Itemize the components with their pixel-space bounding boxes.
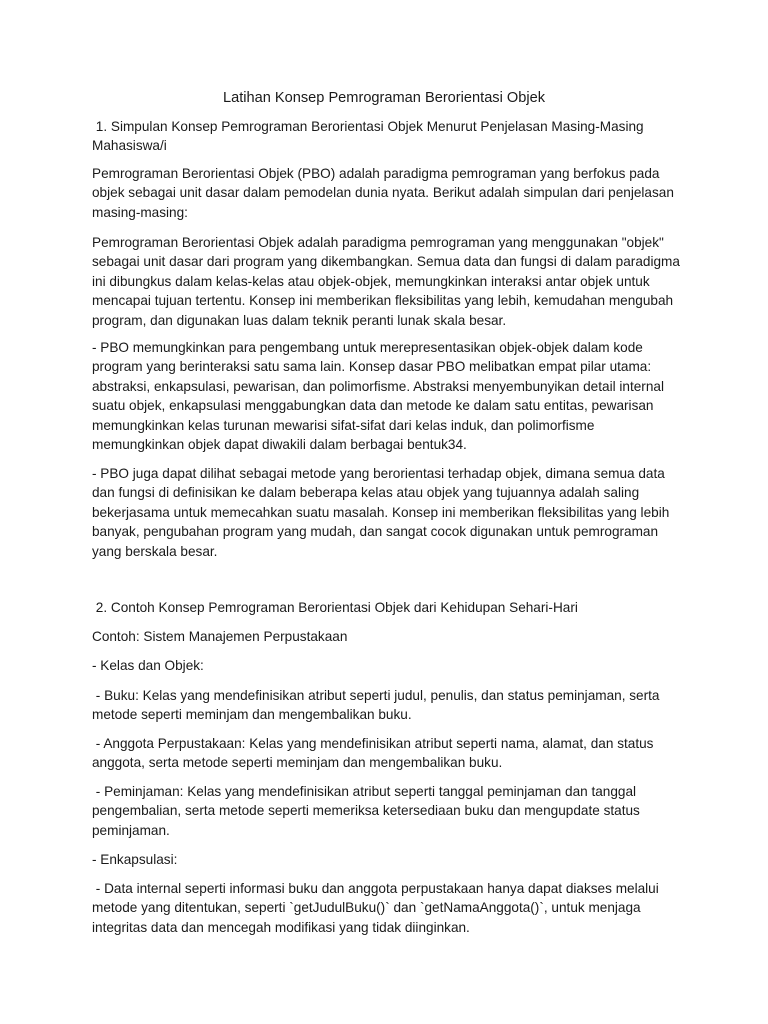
section1-paragraph2: - PBO memungkinkan para pengembang untuk merepresentasikan objek-objek dalam kode program yang berinteraksi satu sama lain. Konsep dasar PBO melibatkan empat pilar utama: abstraksi, enkapsulasi, pewarisan, dan polimorfisme. Abstraksi menyembunyikan detail internal suatu objek, enkapsulasi menggabungkan data dan metode ke dalam satu entitas, pewarisan memungkinkan kelas turunan mewarisi sifat-sifat dari kelas induk, dan polimorfisme memungkinkan objek dapat diwakili dalam berbagai bentuk34.: [92, 340, 668, 453]
document-title: Latihan Konsep Pemrograman Berorientasi Objek: [222, 90, 546, 106]
section2-heading: 2. Contoh Konsep Pemrograman Berorientasi Objek dari Kehidupan Sehari-Hari: [92, 600, 578, 615]
section1-intro: Pemrograman Berorientasi Objek (PBO) adalah paradigma pemrograman yang berfokus pada objek sebagai unit dasar dalam pemodelan dunia nyata. Berikut adalah simpulan dari penjelasan masing-masing:: [92, 166, 678, 220]
encapsulation-text: - Data internal seperti informasi buku dan anggota perpustakaan hanya dapat diakses melalui metode yang ditentukan, seperti `getJudulBuku()` dan `getNamaAnggota()`, untuk menjaga integritas data dan mencegah modifikasi yang tidak diinginkan.: [92, 881, 663, 935]
encapsulation-heading: - Enkapsulasi:: [92, 852, 178, 867]
section2-example: Contoh: Sistem Manajemen Perpustakaan: [92, 629, 348, 644]
section1-paragraph3: - PBO juga dapat dilihat sebagai metode yang berorientasi terhadap objek, dimana semua data dan fungsi di definisikan ke dalam beberapa kelas atau objek yang tujuannya adalah saling bekerjasama untuk memecahkan suatu masalah. Konsep ini memberikan fleksibilitas yang lebih banyak, pengubahan program yang mudah, dan sangat cocok digunakan untuk pemrograman yang berskala besar.: [92, 466, 674, 559]
class-peminjaman: - Peminjaman: Kelas yang mendefinisikan atribut seperti tanggal peminjaman dan tanggal pengembalian, serta metode seperti memeriksa ketersediaan buku dan mengupdate status peminjaman.: [92, 784, 644, 838]
class-buku: - Buku: Kelas yang mendefinisikan atribut seperti judul, penulis, dan status peminjaman, serta metode seperti meminjam dan mengembalikan buku.: [92, 688, 664, 723]
class-anggota: - Anggota Perpustakaan: Kelas yang mendefinisikan atribut seperti nama, alamat, dan status anggota, serta metode seperti meminjam dan mengembalikan buku.: [92, 736, 658, 771]
classes-heading: - Kelas dan Objek:: [92, 658, 204, 673]
section1-heading: 1. Simpulan Konsep Pemrograman Berorientasi Objek Menurut Penjelasan Masing-Masing Mahasiswa/i: [92, 119, 648, 154]
section1-paragraph1: Pemrograman Berorientasi Objek adalah paradigma pemrograman yang menggunakan "objek" sebagai unit dasar dari program yang dikembangkan. Semua data dan fungsi di dalam paradigma ini dibungkus dalam kelas-kelas atau objek-objek, memungkinkan interaksi antar objek untuk mencapai tujuan tertentu. Konsep ini memberikan fleksibilitas yang lebih, kemudahan mengubah program, dan digunakan luas dalam teknik peranti lunak skala besar.: [92, 235, 684, 328]
